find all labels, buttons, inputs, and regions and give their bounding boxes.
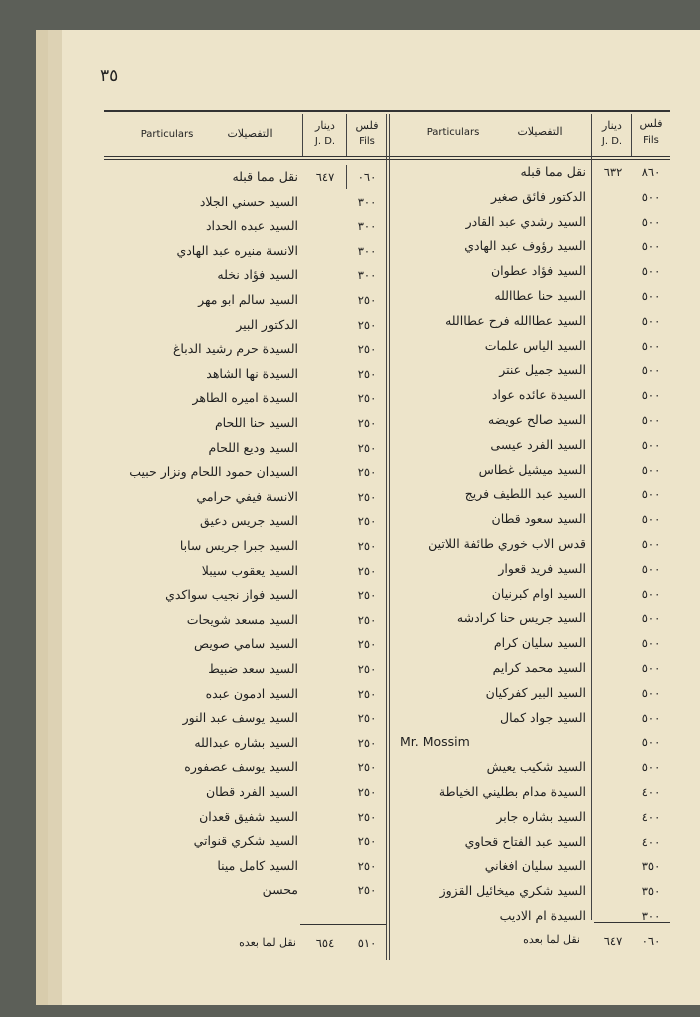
left-row-fils: ٢٥٠ bbox=[357, 563, 377, 578]
left-row-name: السيد سامي صويص bbox=[194, 636, 298, 652]
left-row-fils: ٣٠٠ bbox=[357, 243, 377, 258]
left-row-fils: ٢٥٠ bbox=[357, 809, 377, 824]
right-row-fils: ٥٠٠ bbox=[641, 586, 661, 601]
left-row-name: السيدة حرم رشيد الدباغ bbox=[172, 341, 298, 357]
right-row-name: الدكتور فائق صغير bbox=[490, 188, 586, 204]
left-row-name: السيد جريس دعيق bbox=[200, 513, 298, 529]
header-bottom-rule bbox=[104, 156, 670, 157]
right-row-name: السيد شكري ميخائيل القزوز bbox=[439, 883, 586, 899]
header-bottom-rule-2 bbox=[104, 159, 670, 160]
left-row-name: السيد يعقوب سيبلا bbox=[201, 562, 298, 578]
right-row-name: السيد ميشيل غطاس bbox=[478, 461, 586, 477]
left-header-dinar-ar: دينار bbox=[315, 119, 335, 132]
left-row-name: السيد كامل مينا bbox=[217, 857, 298, 873]
left-row-name: السيدة نها الشاهد bbox=[206, 365, 298, 381]
right-row-fils: ٥٠٠ bbox=[641, 189, 661, 204]
right-row-fils: ٥٠٠ bbox=[641, 487, 661, 502]
right-row-name: السيد سليان كرام bbox=[493, 635, 586, 651]
right-footer-dinar: ٦٤٧ bbox=[603, 934, 623, 948]
left-row-fils: ٢٥٠ bbox=[357, 711, 377, 726]
right-row-fils: ٤٠٠ bbox=[641, 809, 661, 824]
right-header-fils-ar: فلس bbox=[639, 117, 663, 130]
left-row-name: السيد يوسف عصفوره bbox=[184, 759, 298, 775]
left-row-fils: ٢٥٠ bbox=[357, 366, 377, 381]
right-row-name: السيد عطاالله فرح عطاالله bbox=[445, 312, 586, 328]
right-row-name: السيد جريس حنا كرادشه bbox=[456, 610, 586, 626]
left-row-name: السيد وديع اللحام bbox=[208, 439, 298, 455]
left-row-fils: ٢٥٠ bbox=[357, 539, 377, 553]
left-row-fils: ٢٥٠ bbox=[357, 317, 377, 332]
left-row-name: السيد عبده الحداد bbox=[205, 218, 298, 234]
right-row-fils: ٣٥٠ bbox=[641, 859, 661, 874]
left-row-fils: ٢٥٠ bbox=[357, 391, 377, 406]
right-row-fils: ٤٠٠ bbox=[641, 834, 661, 849]
left-row-name: السيد يوسف عبد النور bbox=[182, 710, 298, 726]
left-row-name: السيد شكري قنواتي bbox=[193, 833, 298, 849]
left-row-name: السيد الفرد قطان bbox=[206, 784, 298, 799]
right-row-fils: ٥٠٠ bbox=[641, 338, 661, 353]
left-row-fils: ٢٥٠ bbox=[357, 637, 377, 652]
right-row-name: السيد رؤوف عبد الهادي bbox=[464, 238, 586, 254]
right-row-name: السيد جميل عنتر bbox=[499, 362, 586, 378]
left-row-fils: ٢٥٠ bbox=[357, 883, 377, 898]
right-row-fils: ٥٠٠ bbox=[641, 264, 661, 279]
left-row-fils: ٣٠٠ bbox=[357, 268, 377, 283]
right-row-name: السيد سليان افغاني bbox=[484, 858, 586, 874]
right-row-name: السيدة ام الاديب bbox=[499, 908, 586, 923]
right-row-fils: ٣٥٠ bbox=[641, 884, 661, 899]
header-top-rule bbox=[104, 110, 670, 112]
right-row-name: السيد محمد كرايم bbox=[492, 660, 586, 675]
right-row-name: السيد سعود قطان bbox=[491, 511, 586, 527]
right-col-divider-a bbox=[591, 114, 592, 920]
left-row-fils: ٢٥٠ bbox=[357, 735, 377, 750]
left-row-name: السيد شفيق قعدان bbox=[199, 808, 298, 824]
left-footer-fils: ٥١٠ bbox=[357, 936, 377, 950]
right-row-name: السيدة مدام بطليني الخياطة bbox=[438, 784, 586, 799]
right-row-dinar: ٦٣٢ bbox=[603, 165, 623, 179]
right-row-name: نقل مما قبله bbox=[520, 164, 586, 179]
left-row-fils: ٢٥٠ bbox=[357, 612, 377, 627]
right-footer-label: نقل لما بعده bbox=[523, 933, 580, 946]
right-row-fils: ٥٠٠ bbox=[641, 239, 661, 254]
left-row-name: السيد حسني الجلاد bbox=[199, 193, 298, 209]
left-row-fils: ٢٥٠ bbox=[357, 465, 377, 480]
left-row-fils: ٢٥٠ bbox=[357, 514, 377, 529]
right-row-fils: ٥٠٠ bbox=[641, 710, 661, 725]
right-header-fils-en: Fils bbox=[643, 135, 659, 146]
right-row-name: السيد جواد كمال bbox=[499, 709, 586, 725]
right-row-name: السيد اوام كبرنيان bbox=[491, 585, 586, 601]
left-row-name: السيد سعد ضبيط bbox=[208, 661, 298, 676]
right-row-name: السيد فؤاد عطوان bbox=[490, 263, 586, 279]
right-row-fils: ٥٠٠ bbox=[641, 313, 661, 328]
right-row-fils: ٥٠٠ bbox=[641, 512, 661, 527]
right-col-divider-b bbox=[631, 114, 632, 156]
right-row-fils: ٥٠٠ bbox=[641, 413, 661, 427]
right-row-name: السيد بشاره جابر bbox=[496, 808, 586, 824]
right-row-fils: ٥٠٠ bbox=[641, 388, 661, 403]
right-row-fils: ٥٠٠ bbox=[641, 214, 661, 229]
left-row-name: السيد فواز نجيب سواكدي bbox=[165, 587, 298, 603]
left-row-fils: ٢٥٠ bbox=[357, 342, 377, 357]
right-row-name: السيد فريد قعوار bbox=[498, 560, 586, 576]
right-row-fils: ٥٠٠ bbox=[641, 437, 661, 452]
left-row-name: السيدة اميره الطاهر bbox=[192, 390, 298, 406]
right-row-fils: ٥٠٠ bbox=[641, 685, 661, 700]
left-row-fils: ٢٥٠ bbox=[357, 834, 377, 849]
left-row-name: محسن bbox=[262, 882, 298, 898]
left-row-fils: ٣٠٠ bbox=[357, 194, 377, 209]
left-row-name: السيدان حمود اللحام ونزار حبيب bbox=[129, 464, 298, 480]
left-header-fils-en: Fils bbox=[359, 136, 375, 147]
right-row-fils: ٥٠٠ bbox=[641, 611, 661, 626]
right-row-name: Mr. Mossim bbox=[400, 734, 470, 750]
left-col-divider-b bbox=[346, 114, 347, 156]
left-row-fils: ٢٥٠ bbox=[357, 440, 377, 455]
right-row-name: السيد شكيب يعيش bbox=[486, 759, 586, 775]
right-row-fils: ٥٠٠ bbox=[641, 760, 661, 775]
right-row-fils: ٥٠٠ bbox=[641, 289, 661, 303]
left-row-fils: ٢٥٠ bbox=[357, 686, 377, 701]
page-number: ٣٥ bbox=[100, 66, 119, 86]
left-row-fils: ٢٥٠ bbox=[357, 760, 377, 775]
left-row-name: السيد فؤاد نخله bbox=[217, 267, 298, 283]
right-row-fils: ٤٠٠ bbox=[641, 785, 661, 799]
right-row-name: السيد الياس علمات bbox=[484, 337, 586, 353]
left-row-dinar: ٦٤٧ bbox=[315, 170, 335, 184]
left-row-fils: ٠٦٠ bbox=[357, 170, 377, 184]
left-row-name: السيد مسعد شويحات bbox=[186, 611, 298, 627]
left-header-particulars-en: Particulars bbox=[140, 129, 194, 140]
left-col-divider-a bbox=[302, 114, 303, 156]
right-footer-fils: ٠٦٠ bbox=[641, 934, 661, 948]
left-footer-dinar: ٦٥٤ bbox=[315, 936, 335, 950]
left-row-fils: ٢٥٠ bbox=[357, 785, 377, 799]
right-row-name: السيدة عائده عواد bbox=[491, 387, 586, 403]
right-row-fils: ٥٠٠ bbox=[641, 661, 661, 675]
right-row-name: السيد البير كفركيان bbox=[485, 684, 586, 700]
left-row-fils: ٢٥٠ bbox=[357, 588, 377, 603]
left-row-fils: ٢٥٠ bbox=[357, 858, 377, 873]
left-row-name: نقل مما قبله bbox=[232, 169, 298, 184]
right-header-dinar-ar: دينار bbox=[602, 119, 622, 132]
right-row-name: قدس الاب خوري طائفة اللاتين bbox=[428, 536, 586, 551]
right-row-fils: ٥٠٠ bbox=[641, 636, 661, 651]
left-row-name: السيد سالم ابو مهر bbox=[198, 292, 298, 307]
left-row-name: الدكتور البير bbox=[236, 316, 298, 332]
left-row-name: السيد بشاره عبدالله bbox=[194, 734, 298, 750]
right-row-name: السيد عبد الفتاح قحاوي bbox=[464, 833, 586, 849]
right-row-fils: ٥٠٠ bbox=[641, 363, 661, 378]
left-row-fils: ٣٠٠ bbox=[357, 219, 377, 234]
right-row-name: السيد صالح عويضه bbox=[488, 412, 586, 427]
left-row-name: الانسة فيفي حرامي bbox=[196, 488, 298, 504]
right-row-fils: ٥٠٠ bbox=[641, 735, 661, 750]
left-row-fils: ٢٥٠ bbox=[357, 293, 377, 307]
left-row-name: الانسة منيره عبد الهادي bbox=[176, 242, 298, 258]
right-header-dinar-en: J. D. bbox=[601, 136, 623, 147]
left-row-fils: ٢٥٠ bbox=[357, 662, 377, 676]
right-row-name: السيد عبد اللطيف فريج bbox=[464, 486, 586, 502]
right-row-name: السيد حنا عطاالله bbox=[494, 288, 586, 303]
right-row-fils: ٥٠٠ bbox=[641, 561, 661, 576]
left-row-name: السيد جبرا جريس سابا bbox=[179, 538, 298, 553]
right-row-name: السيد رشدي عبد القادر bbox=[465, 213, 586, 229]
left-footer-label: نقل لما بعده bbox=[239, 936, 296, 949]
right-row-name: السيد الفرد عيسى bbox=[490, 436, 586, 452]
left-header-particulars-ar: التفصيلات bbox=[227, 127, 273, 140]
left-header-dinar-en: J. D. bbox=[314, 136, 336, 147]
left-row-name: السيد حنا اللحام bbox=[214, 415, 298, 430]
right-row-fils: ٣٠٠ bbox=[641, 909, 661, 923]
right-header-particulars-ar: التفصيلات bbox=[517, 125, 563, 138]
right-row-fils: ٥٠٠ bbox=[641, 462, 661, 477]
left-row-fils: ٢٥٠ bbox=[357, 416, 377, 430]
left-row-fils: ٢٥٠ bbox=[357, 489, 377, 504]
right-row-fils: ٥٠٠ bbox=[641, 537, 661, 551]
left-row-name: السيد ادمون عبده bbox=[205, 685, 298, 701]
left-header-fils-ar: فلس bbox=[355, 119, 379, 132]
right-header-particulars-en: Particulars bbox=[426, 127, 480, 138]
right-row-fils: ٨٦٠ bbox=[641, 165, 661, 179]
